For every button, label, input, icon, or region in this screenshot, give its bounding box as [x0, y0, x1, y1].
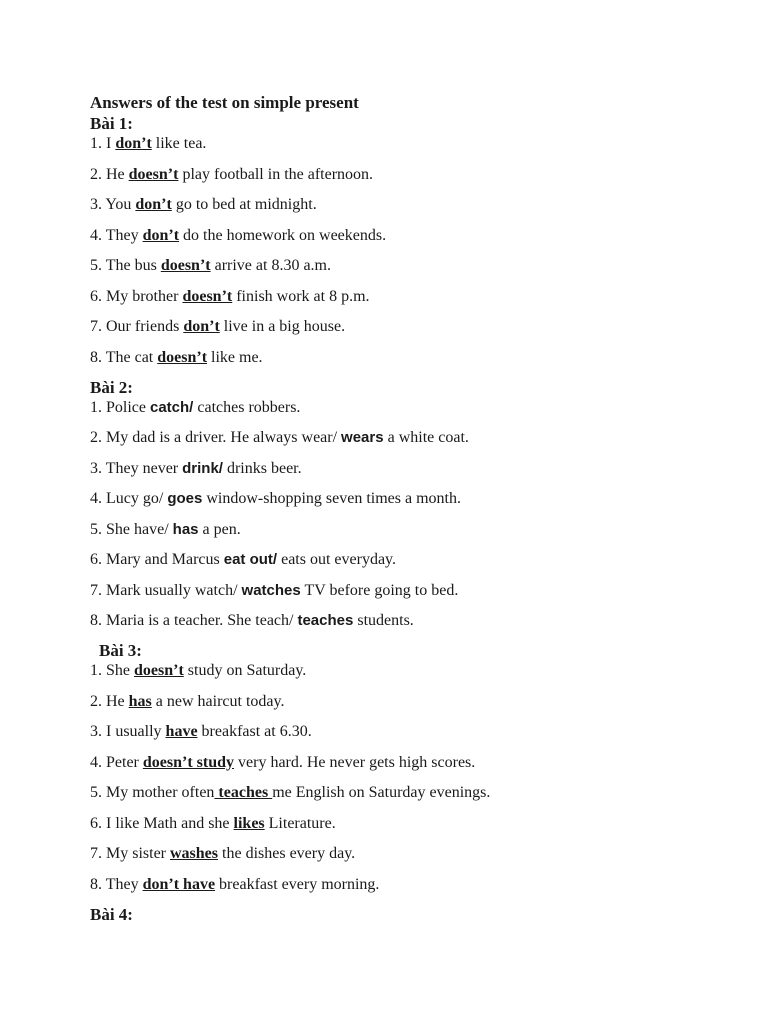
answer: doesn’t [182, 287, 233, 305]
answer: has [128, 692, 152, 710]
answer: doesn’t [160, 257, 211, 274]
answer: don’t have [142, 875, 216, 893]
list-item: 1. I don’t like tea. [90, 135, 207, 152]
answer: goes [167, 490, 203, 507]
answer: teaches [297, 612, 354, 629]
list-item: 7. Our friends don’t live in a big house. [90, 318, 346, 335]
list-item: 2. My dad is a driver. He always wear/ wears a white coat. [90, 429, 469, 446]
list-item: 3. I usually have breakfast at 6.30. [90, 723, 312, 740]
section-bai-2 [90, 398, 730, 632]
list-item: 1. She doesn’t study on Saturday. [90, 662, 307, 679]
list-item: 5. She have/ has a pen. [90, 520, 241, 538]
list-item: 4. Lucy go/ goes window-shopping seven times a month. [90, 490, 461, 507]
answer: doesn’t study [142, 753, 235, 771]
answer: wears [341, 429, 384, 446]
list-item: 4. Peter doesn’t study very hard. He never gets high scores. [90, 753, 476, 771]
answer: eat out/ [223, 551, 278, 568]
answer: don’t [183, 318, 220, 335]
answer: doesn’t [134, 662, 184, 679]
document-page [90, 92, 730, 925]
list-item: 4. They don’t do the homework on weekends. [90, 226, 387, 244]
answer: doesn’t [128, 165, 179, 183]
list-item: 3. You don’t go to bed at midnight. [90, 196, 317, 213]
answer: teaches [214, 784, 273, 801]
list-item: 5. My mother often teaches me English on Saturday evenings. [90, 784, 491, 801]
list-item: 2. He has a new haircut today. [90, 692, 285, 710]
list-item: 6. I like Math and she likes Literature. [90, 814, 336, 832]
list-item: 6. My brother doesn’t finish work at 8 p.m. [90, 287, 370, 305]
section-heading-bai-3: Bài 3: [99, 641, 142, 660]
list-item: 8. Maria is a teacher. She teach/ teaches students. [90, 612, 414, 629]
answer: have [165, 723, 198, 740]
list-item: 7. Mark usually watch/ watches TV before going to bed. [90, 581, 459, 599]
section-heading-bai-1: Bài 1: [90, 114, 133, 133]
list-item: 7. My sister washes the dishes every day. [90, 845, 356, 862]
list-item: 3. They never drink/ drinks beer. [90, 459, 302, 477]
section-bai-1 [90, 134, 730, 368]
section-bai-3 [90, 661, 730, 895]
list-item: 2. He doesn’t play football in the afternoon. [90, 165, 374, 183]
list-item: 8. They don’t have breakfast every morning. [90, 875, 380, 893]
answer: washes [170, 845, 219, 862]
section-heading-bai-4: Bài 4: [90, 904, 133, 924]
section-heading-bai-2: Bài 2: [90, 377, 133, 397]
answer: watches [241, 581, 301, 599]
document-title: Answers of the test on simple present [90, 93, 359, 112]
answer: don’t [142, 226, 180, 244]
answer: don’t [135, 196, 172, 213]
answer: don’t [115, 135, 152, 152]
list-item: 6. Mary and Marcus eat out/ eats out everyday. [90, 551, 397, 568]
list-item: 5. The bus doesn’t arrive at 8.30 a.m. [90, 257, 331, 274]
answer: doesn’t [157, 348, 208, 366]
answer: catch/ [150, 398, 194, 416]
list-item: 8. The cat doesn’t like me. [90, 348, 263, 366]
list-item: 1. Police catch/ catches robbers. [90, 398, 301, 416]
answer: likes [233, 814, 265, 832]
answer: drink/ [182, 459, 223, 477]
answer: has [172, 520, 199, 538]
